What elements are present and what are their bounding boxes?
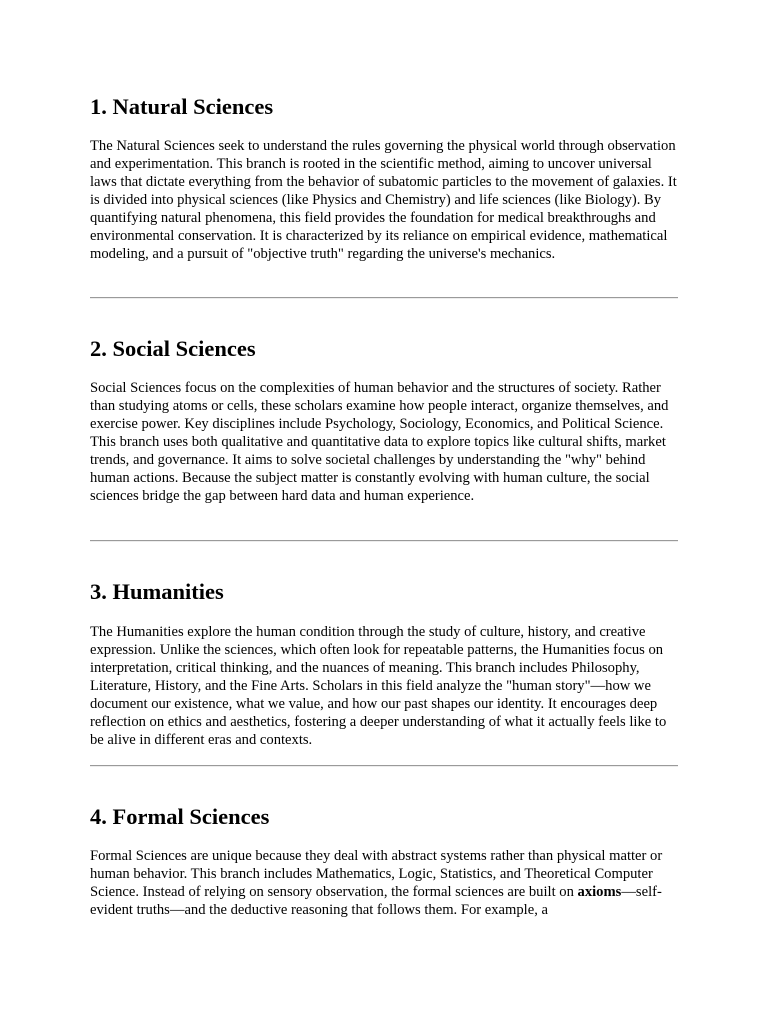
horizontal-divider	[90, 297, 678, 299]
section-heading: 4. Formal Sciences	[90, 804, 270, 829]
section-paragraph	[90, 847, 678, 919]
section-paragraph: Social Sciences focus on the complexities of human behavior and the structures of society. Rather than studying atoms or cells, these scholars examine how people interact, organize themselves, and exercise power. Key disciplines include Psychology, Sociology, Economics, and Political Science. This branch uses both qualitative and quantitative data to explore topics like cultural shifts, market trends, and governance. It aims to solve societal challenges by understanding the "why" behind human actions. Because the subject matter is constantly evolving with human culture, the social sciences bridge the gap between hard data and human experience.	[90, 380, 669, 504]
section-heading: 3. Humanities	[90, 579, 224, 604]
section-heading: 1. Natural Sciences	[90, 94, 274, 119]
paragraph-text: —self-evident truths—and the deductive reasoning that follows them. For example, a	[90, 884, 662, 918]
horizontal-divider	[90, 540, 678, 542]
paragraph-text: Formal Sciences are unique because they deal with abstract systems rather than physical matter or human behavior. This branch includes Mathematics, Logic, Statistics, and Theoretical Computer Science. Instead of relying on sensory observation, the formal sciences are built on	[90, 848, 663, 900]
section-paragraph: The Natural Sciences seek to understand the rules governing the physical world through observation and experimentation. This branch is rooted in the scientific method, aiming to uncover universal laws that dictate everything from the behavior of subatomic particles to the movement of galaxies. It is divided into physical sciences (like Physics and Chemistry) and life sciences (like Biology). By quantifying natural phenomena, this field provides the foundation for medical breakthroughs and environmental conservation. It is characterized by its reliance on empirical evidence, mathematical modeling, and a pursuit of "objective truth" regarding the universe's mechanics.	[90, 138, 677, 262]
section-heading: 2. Social Sciences	[90, 336, 256, 361]
section-paragraph: The Humanities explore the human condition through the study of culture, history, and creative expression. Unlike the sciences, which often look for repeatable patterns, the Humanities focus on interpretation, critical thinking, and the nuances of meaning. This branch includes Philosophy, Literature, History, and the Fine Arts. Scholars in this field analyze the "human story"—how we document our existence, what we value, and how our past shapes our identity. It encourages deep reflection on ethics and aesthetics, fostering a deeper understanding of what it actually feels like to be alive in different eras and contexts.	[90, 624, 667, 748]
horizontal-divider	[90, 765, 678, 767]
bold-term-axioms: axioms	[577, 884, 622, 900]
